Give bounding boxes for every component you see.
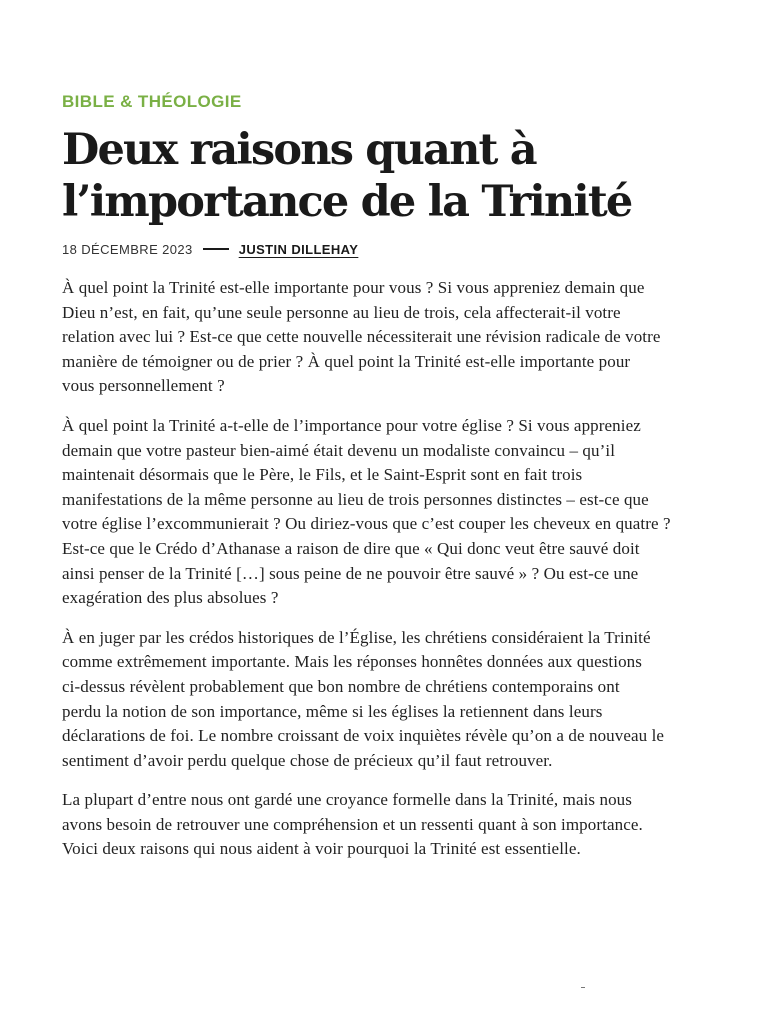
- paragraph-line: Voici deux raisons qui nous aident à voir pourquoi la Trinité est essentielle.: [62, 839, 581, 859]
- paragraph-line: Est-ce que le Crédo d’Athanase a raison de dire que « Qui donc veut être sauvé doit: [62, 538, 640, 558]
- author-link[interactable]: JUSTIN DILLEHAY: [238, 241, 359, 257]
- paragraph-line: À en juger par les crédos historiques de l’Église, les chrétiens considéraient la Trinité: [62, 627, 651, 647]
- scroll-artifact: [581, 987, 585, 988]
- paragraph-line: exagération des plus absolues ?: [62, 588, 279, 608]
- paragraph-line: La plupart d’entre nous ont gardé une croyance formelle dans la Trinité, mais nous: [62, 790, 632, 810]
- paragraph-2: [62, 414, 752, 611]
- paragraph-line: manière de témoigner ou de prier ? À quel point la Trinité est-elle importante pour: [62, 351, 631, 371]
- paragraph-1: [62, 276, 752, 399]
- paragraph-line: ci-dessus révèlent probablement que bon nombre de chrétiens contemporains ont: [62, 676, 620, 696]
- article-meta: [62, 240, 768, 258]
- paragraph-line: avons besoin de retrouver une compréhension et un ressenti quant à son importance.: [62, 814, 643, 834]
- paragraph-line: perdu la notion de son importance, même si les églises la retiennent dans leurs: [62, 701, 603, 721]
- title-line-1: Deux raisons quant à: [62, 125, 536, 175]
- paragraph-line: sentiment d’avoir perdu quelque chose de précieux qu’il faut retrouver.: [62, 750, 553, 770]
- paragraph-line: À quel point la Trinité a-t-elle de l’importance pour votre église ? Si vous appreniez: [62, 415, 641, 435]
- paragraph-line: votre église l’excommunierait ? Ou diriez-vous que c’est couper les cheveux en quatre ?: [62, 514, 671, 534]
- title-line-2: l’importance de la Trinité: [62, 177, 632, 227]
- paragraph-line: comme extrêmement importante. Mais les réponses honnêtes données aux questions: [62, 652, 642, 672]
- paragraph-line: vous personnellement ?: [62, 376, 225, 396]
- paragraph-line: ainsi penser de la Trinité […] sous peine de ne pouvoir être sauvé » ? Ou est-ce une: [62, 563, 639, 583]
- paragraph-line: maintenait désormais que le Père, le Fils, et le Saint-Esprit sont en fait trois: [62, 465, 583, 485]
- paragraph-line: Dieu n’est, en fait, qu’une seule personne au lieu de trois, cela affecterait-il votre: [62, 302, 621, 322]
- category-link[interactable]: BIBLE & THÉOLOGIE: [62, 92, 242, 111]
- publish-date: 18 DÉCEMBRE 2023: [62, 241, 193, 257]
- paragraph-4: [62, 788, 752, 862]
- article: [62, 92, 768, 877]
- paragraph-line: manifestations de la même personne au lieu de trois personnes distinctes – est-ce que: [62, 489, 649, 509]
- article-title: [62, 124, 702, 228]
- meta-divider: [203, 248, 229, 250]
- paragraph-3: [62, 626, 752, 774]
- paragraph-line: demain que votre pasteur bien-aimé était devenu un modaliste convaincu – qu’il: [62, 440, 616, 460]
- article-body: [62, 276, 752, 877]
- paragraph-line: déclarations de foi. Le nombre croissant de voix inquiètes révèle qu’on a de nouveau le: [62, 726, 665, 746]
- paragraph-line: À quel point la Trinité est-elle importante pour vous ? Si vous appreniez demain que: [62, 278, 645, 297]
- paragraph-line: relation avec lui ? Est-ce que cette nouvelle nécessiterait une révision radicale de votre: [62, 327, 661, 347]
